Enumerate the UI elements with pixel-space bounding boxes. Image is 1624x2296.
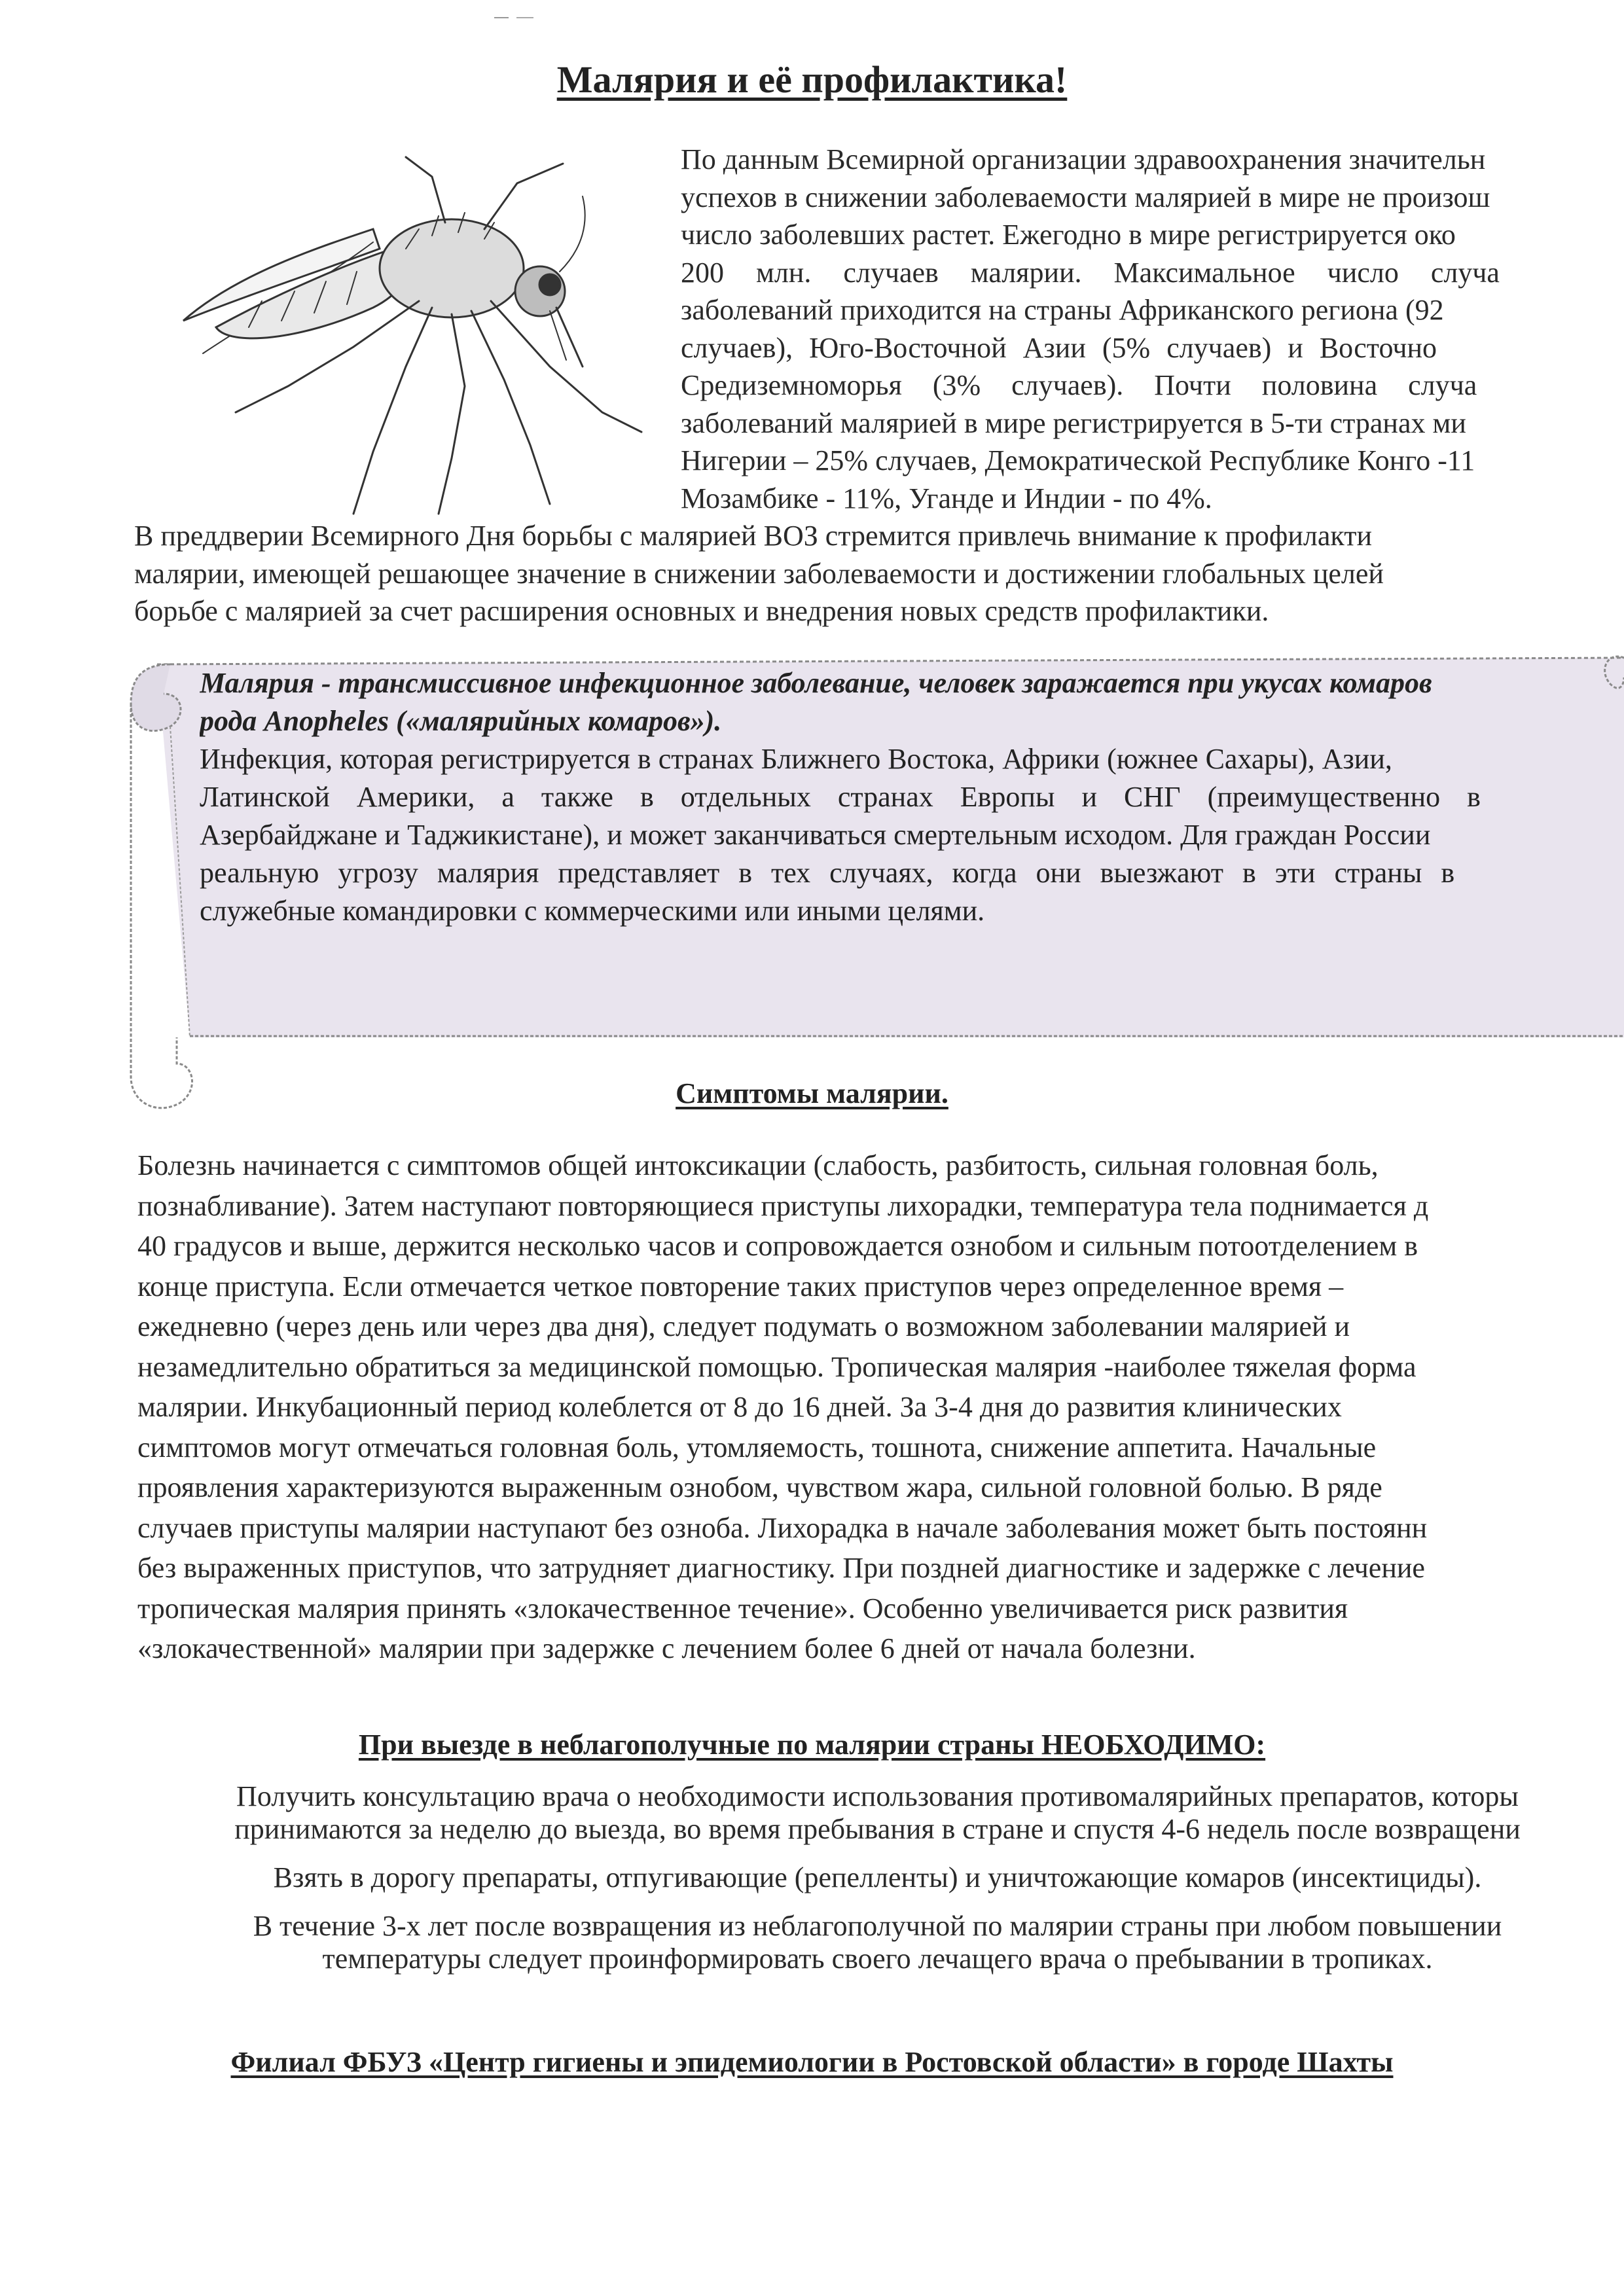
intro-line: По данным Всемирной организации здравоохранения значительн xyxy=(681,143,1486,175)
symptoms-line: ежедневно (через день или через два дня), следует подумать о возможном заболевании малярией и xyxy=(137,1310,1350,1342)
page-title: Малярия и её профилактика! xyxy=(556,58,1068,101)
symptoms-heading: Симптомы малярии. xyxy=(676,1077,948,1109)
symptoms-line: симптомов могут отмечаться головная боль, утомляемость, тошнота, снижение аппетита. Начальные xyxy=(137,1431,1377,1463)
intro-line: Средиземноморья (3% случаев). Почти половина случа xyxy=(681,369,1477,401)
symptoms-line: проявления характеризуются выраженным ознобом, чувством жара, сильной головной болью. В ряде xyxy=(137,1471,1382,1503)
mosquito-icon xyxy=(157,151,655,517)
requirement-line: Взять в дорогу препараты, отпугивающие (репелленты) и уничтожающие комаров (инсектициды). xyxy=(273,1861,1482,1893)
scroll-body-line: реальную угрозу малярия представляет в тех случаях, когда они выезжают в эти страны в xyxy=(200,857,1455,889)
symptoms-line: Болезнь начинается с симптомов общей интоксикации (слабость, разбитость, сильная головная боль, xyxy=(137,1149,1379,1181)
symptoms-line: случаев приступы малярии наступают без озноба. Лихорадка в начале заболевания может быть постоянн xyxy=(137,1511,1428,1544)
symptoms-line: тропическая малярия принять «злокачественное течение». Особенно увеличивается риск развития xyxy=(137,1592,1348,1624)
symptoms-line: конце приступа. Если отмечается четкое повторение таких приступов через определенное время – xyxy=(137,1270,1344,1302)
scroll-box-text xyxy=(200,664,1624,1031)
definition-line: рода Anopheles («малярийных комаров»). xyxy=(200,705,722,737)
scroll-body-line: служебные командировки с коммерческими или иными целями. xyxy=(200,895,985,927)
lead-line: малярии, имеющей решающее значение в снижении заболеваемости и достижении глобальных целей xyxy=(134,557,1384,590)
intro-line: успехов в снижении заболеваемости малярией в мире не произош xyxy=(681,181,1490,213)
lead-line: В преддверии Всемирного Дня борьбы с малярией ВОЗ стремится привлечь внимание к профилакти xyxy=(134,520,1372,552)
requirement-line: температуры следует проинформировать своего лечащего врача о пребывании в тропиках. xyxy=(322,1943,1433,1975)
intro-line: заболеваний приходится на страны Африканского региона (92 xyxy=(681,294,1444,326)
symptoms-line: 40 градусов и выше, держится несколько часов и сопровождается ознобом и сильным потоотделением в xyxy=(137,1230,1418,1262)
requirement-item xyxy=(131,1910,1624,1975)
symptoms-line: без выраженных приступов, что затрудняет диагностику. При поздней диагностике и задержке с лечение xyxy=(137,1552,1425,1584)
travel-requirements xyxy=(131,1780,1624,1991)
symptoms-paragraph xyxy=(137,1145,1624,1708)
requirement-line: принимаются за неделю до выезда, во время пребывания в стране и спустя 4-6 недель после возвращени xyxy=(234,1813,1521,1845)
intro-line: случаев), Юго-Восточной Азии (5% случаев) и Восточно xyxy=(681,331,1437,364)
definition-line: Малярия - трансмиссивное инфекционное заболевание, человек заражается при укусах комаров xyxy=(200,667,1432,699)
requirement-item xyxy=(131,1861,1624,1894)
intro-line: 200 млн. случаев малярии. Максимальное число случа xyxy=(681,256,1500,289)
scroll-body-line: Инфекция, которая регистрируется в странах Ближнего Востока, Африки (южнее Сахары), Азии, xyxy=(200,743,1392,775)
footer-organization: Филиал ФБУЗ «Центр гигиены и эпидемиологии в Ростовской области» в городе Шахты xyxy=(230,2046,1394,2078)
intro-line: заболеваний малярией в мире регистрируется в 5-ти странах ми xyxy=(681,406,1466,439)
scroll-body-line: Азербайджане и Таджикистане), и может заканчиваться смертельным исходом. Для граждан России xyxy=(200,819,1431,851)
symptoms-line: познабливание). Затем наступают повторяющиеся приступы лихорадки, температура тела поднимается д xyxy=(137,1189,1429,1222)
symptoms-line: незамедлительно обратиться за медицинской помощью. Тропическая малярия -наиболее тяжелая форма xyxy=(137,1350,1416,1383)
intro-line: Нигерии – 25% случаев, Демократической Республике Конго -11 xyxy=(681,444,1475,476)
scan-speck xyxy=(494,16,540,20)
symptoms-line: «злокачественной» малярии при задержке с лечением более 6 дней от начала болезни. xyxy=(137,1632,1196,1664)
requirement-line: Получить консультацию врача о необходимости использования противомалярийных препаратов, которы xyxy=(236,1780,1519,1812)
symptoms-line: малярии. Инкубационный период колеблется от 8 до 16 дней. За 3-4 дня до развития клинических xyxy=(137,1391,1342,1423)
intro-line: Мозамбике - 11%, Уганде и Индии - по 4%. xyxy=(681,482,1212,514)
intro-paragraph xyxy=(681,141,1623,514)
lead-line: борьбе с малярией за счет расширения основных и внедрения новых средств профилактики. xyxy=(134,595,1269,627)
requirement-item xyxy=(131,1780,1624,1846)
intro-line: число заболевших растет. Ежегодно в мире регистрируется око xyxy=(681,219,1456,251)
travel-heading: При выезде в неблагополучные по малярии страны НЕОБХОДИМО: xyxy=(358,1729,1266,1761)
requirement-line: В течение 3-х лет после возвращения из неблагополучной по малярии страны при любом повышении xyxy=(253,1910,1502,1942)
scroll-body-line: Латинской Америки, а также в отдельных странах Европы и СНГ (преимущественно в xyxy=(200,781,1481,813)
